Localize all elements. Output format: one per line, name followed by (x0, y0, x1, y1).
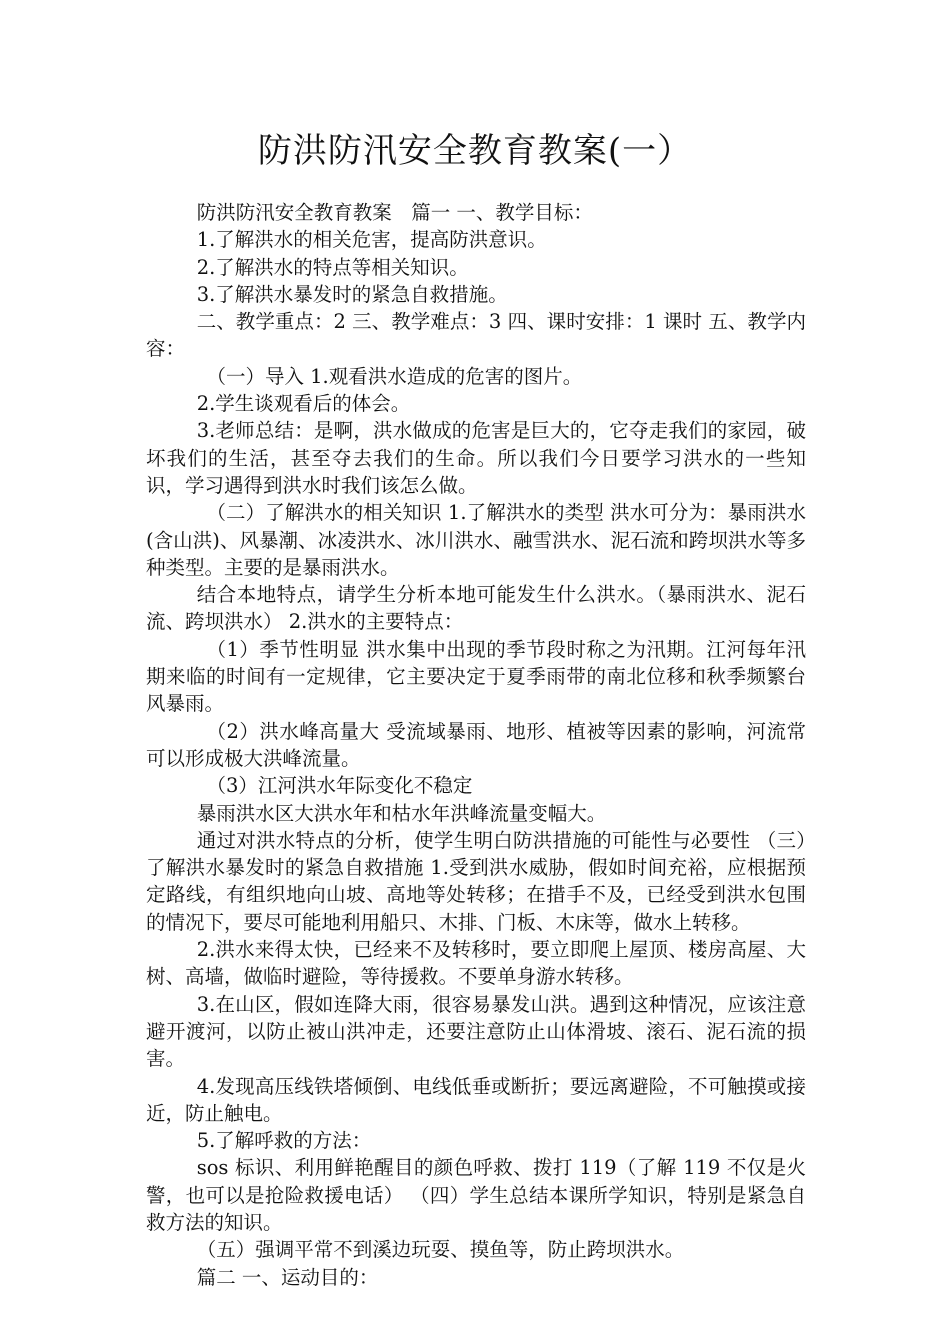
document-body (146, 199, 806, 1291)
paragraph: （2）洪水峰高量大 受流域暴雨、地形、植被等因素的影响，河流常可以形成极大洪峰流量。 (146, 719, 806, 770)
paragraph: （五）强调平常不到溪边玩耍、摸鱼等，防止跨坝洪水。 (196, 1238, 685, 1262)
paragraph: 通过对洪水特点的分析，使学生明白防洪措施的可能性与必要性 （三）了解洪水暴发时的紧急自救措施 1.受到洪水威胁，假如时间充裕，应根据预定路线，有组织地向山坡、高地等处转移；在措手不及，已经受到洪水包围的情况下，要尽可能地利用船只、木排、门板、木床等，做水上转移。 (146, 828, 806, 934)
paragraph: 防洪防汛安全教育教案 篇一 一、教学目标： (196, 201, 593, 224)
paragraph: （3）江河洪水年际变化不稳定 (206, 774, 473, 798)
paragraph: sos 标识、利用鲜艳醒目的颜色呼救、拨打 119（了解 119 不仅是火警，也可以是抢险救援电话） （四）学生总结本课所学知识，特别是紧急自救方法的知识。 (146, 1156, 806, 1234)
paragraph: 3.在山区，假如连降大雨，很容易暴发山洪。遇到这种情况，应该注意避开渡河，以防止被山洪冲走，还要注意防止山体滑坡、滚石、泥石流的损害。 (146, 992, 806, 1071)
paragraph: （一）导入 1.观看洪水造成的危害的图片。 (206, 364, 583, 388)
paragraph: 二、教学重点：2 三、教学难点：3 四、课时安排：1 课时 五、教学内容： (146, 310, 806, 361)
paragraph: 暴雨洪水区大洪水年和枯水年洪峰流量变幅大。 (196, 801, 607, 825)
paragraph: 2.了解洪水的特点等相关知识。 (196, 255, 469, 279)
paragraph: 结合本地特点，请学生分析本地可能发生什么洪水。（暴雨洪水、泥石流、跨坝洪水） 2.洪水的主要特点： (146, 583, 806, 634)
paragraph: （二）了解洪水的相关知识 1.了解洪水的类型 洪水可分为：暴雨洪水(含山洪)、风暴潮、冰凌洪水、冰川洪水、融雪洪水、泥石流和跨坝洪水等多种类型。主要的是暴雨洪水。 (146, 501, 806, 579)
paragraph: 1.了解洪水的相关危害，提高防洪意识。 (196, 228, 547, 252)
paragraph: 3.了解洪水暴发时的紧急自救措施。 (196, 282, 508, 306)
paragraph: 5.了解呼救的方法： (196, 1129, 372, 1153)
paragraph: 2.洪水来得太快，已经来不及转移时，要立即爬上屋顶、楼房高屋、大树、高墙，做临时避险，等待援救。不要单身游水转移。 (146, 938, 806, 989)
paragraph: 篇二 一、运动目的： (196, 1265, 379, 1289)
paragraph: 3.老师总结：是啊，洪水做成的危害是巨大的，它夺走我们的家园，破坏我们的生活，甚至夺去我们的生命。所以我们今日要学习洪水的一些知识，学习遇得到洪水时我们该怎么做。 (146, 419, 806, 497)
paragraph: 4.发现高压线铁塔倾倒、电线低垂或断折；要远离避险，不可触摸或接近，防止触电。 (146, 1074, 806, 1125)
paragraph: 2.学生谈观看后的体会。 (196, 392, 411, 416)
document-title: 防洪防汛安全教育教案(一） (257, 131, 693, 171)
paragraph: （1）季节性明显 洪水集中出现的季节段时称之为汛期。江河每年汛期来临的时间有一定规律，它主要决定于夏季雨带的南北位移和秋季频繁台风暴雨。 (146, 637, 806, 716)
